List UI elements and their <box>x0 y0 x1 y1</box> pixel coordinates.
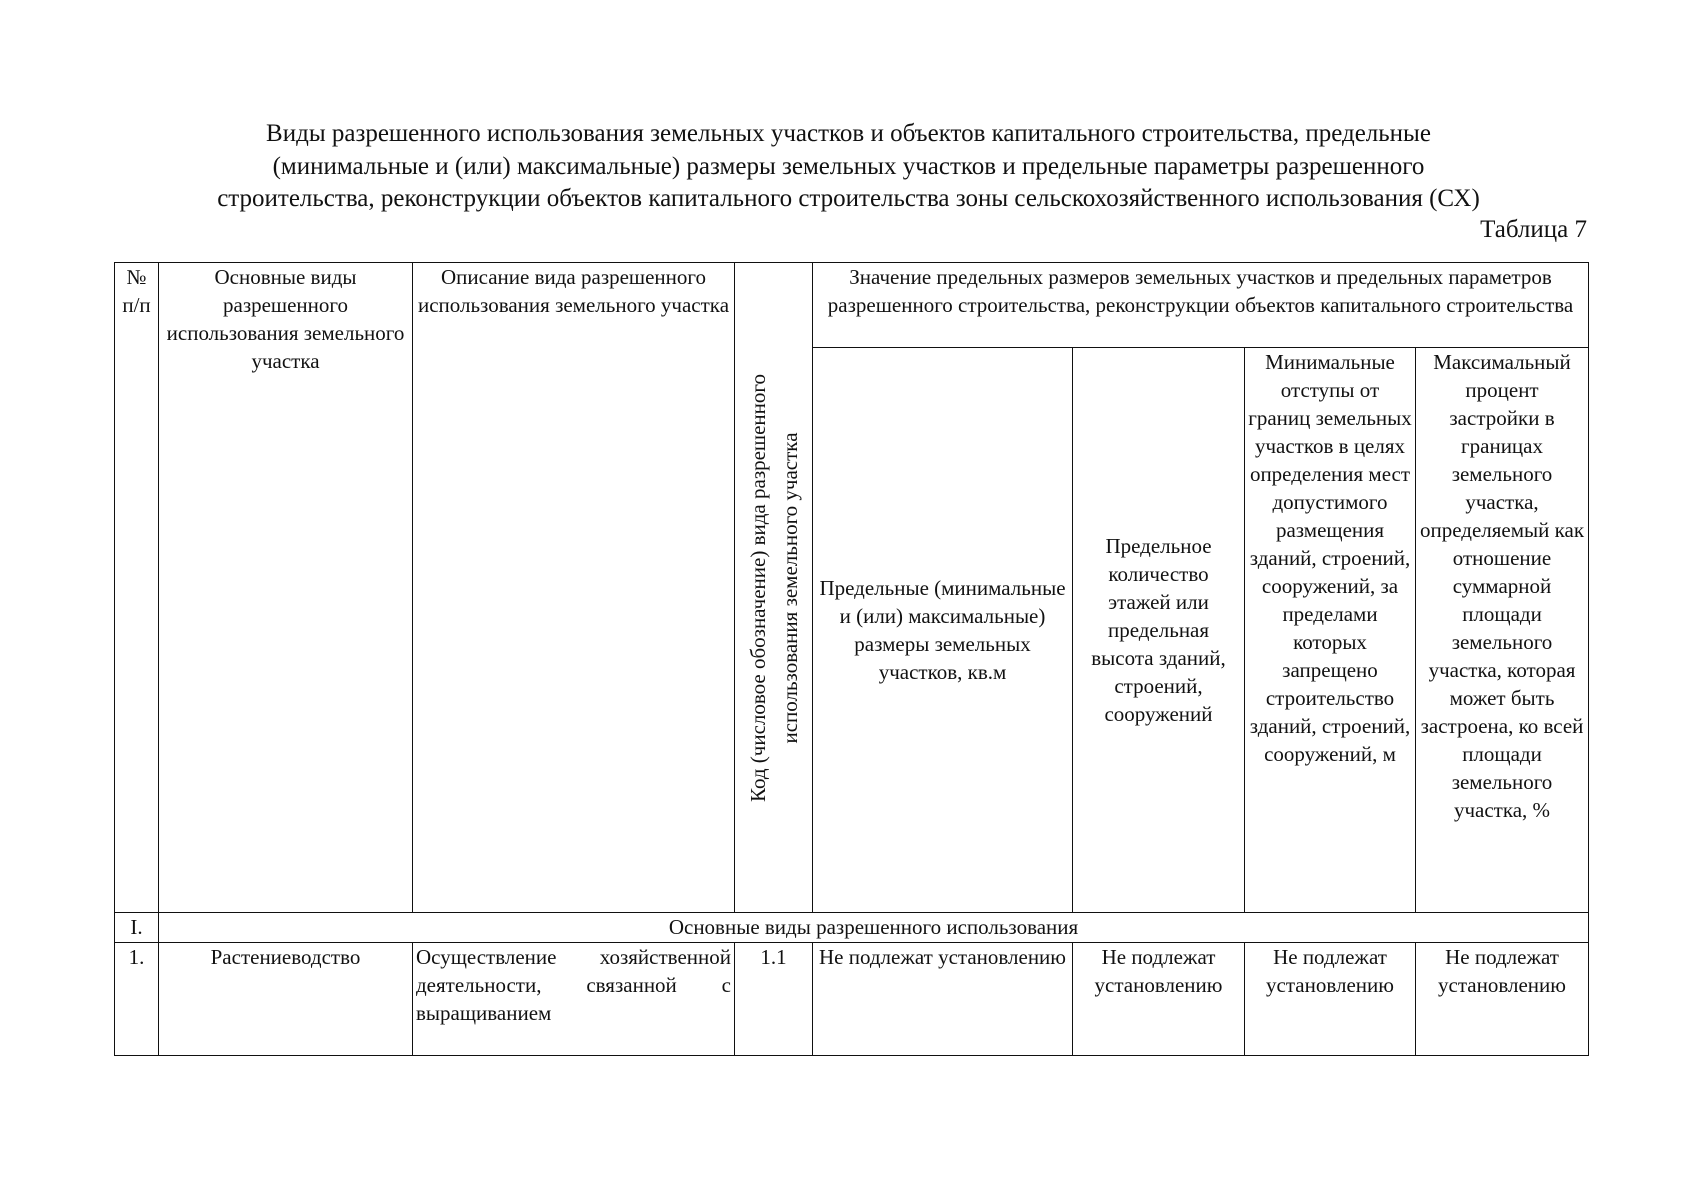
header-size: Предельные (минимальные и (или) максимальные) размеры земельных участков, кв.м <box>813 348 1073 913</box>
document-title <box>100 118 1597 216</box>
header-setbacks: Минимальные отступы от границ земельных участков в целях определения мест допустимого размещения зданий, строений, сооружений, за пределами которых запрещено строительство зданий, строений, сооружений, м <box>1245 348 1416 913</box>
header-params-group: Значение предельных размеров земельных участков и предельных параметров разрешенного строительства, реконструкции объектов капитального строительства <box>813 263 1589 348</box>
table-row <box>115 943 1589 1056</box>
header-types: Основные виды разрешенного использования земельного участка <box>159 263 413 913</box>
row-type: Растениеводство <box>159 943 413 1056</box>
title-line-3: строительства, реконструкции объектов капитального строительства зоны сельскохозяйственного использования (СХ) <box>217 185 1480 212</box>
row-code: 1.1 <box>735 943 813 1056</box>
row-setbacks: Не подлежат установлению <box>1245 943 1416 1056</box>
header-row-1 <box>115 263 1589 348</box>
row-number: 1. <box>115 943 159 1056</box>
title-line-1: Виды разрешенного использования земельных участков и объектов капитального строительства, предельные <box>266 120 1431 147</box>
header-description: Описание вида разрешенного использования земельного участка <box>413 263 735 913</box>
section-title: Основные виды разрешенного использования <box>159 913 1589 943</box>
header-number: № п/п <box>115 263 159 913</box>
header-code-text: Код (числовое обозначение) вида разрешенного использования земельного участка <box>745 373 802 802</box>
row-size: Не подлежат установлению <box>813 943 1073 1056</box>
header-code <box>735 263 813 913</box>
row-floors: Не подлежат установлению <box>1073 943 1245 1056</box>
section-row <box>115 913 1589 943</box>
row-coverage: Не подлежат установлению <box>1416 943 1589 1056</box>
header-coverage: Максимальный процент застройки в границах земельного участка, определяемый как отношение суммарной площади земельного участка, которая может быть застроена, ко всей площади земельного участка, % <box>1416 348 1589 913</box>
title-line-2: (минимальные и (или) максимальные) размеры земельных участков и предельные параметры разрешенного <box>272 152 1425 180</box>
table-number-label: Таблица 7 <box>1480 216 1587 243</box>
header-floors: Предельное количество этажей или предельная высота зданий, строений, сооружений <box>1073 348 1245 913</box>
section-number: I. <box>115 913 159 943</box>
row-description: Осуществление хозяйственной деятельности, связанной с выращиванием <box>413 943 735 1056</box>
land-use-table <box>114 262 1589 1056</box>
